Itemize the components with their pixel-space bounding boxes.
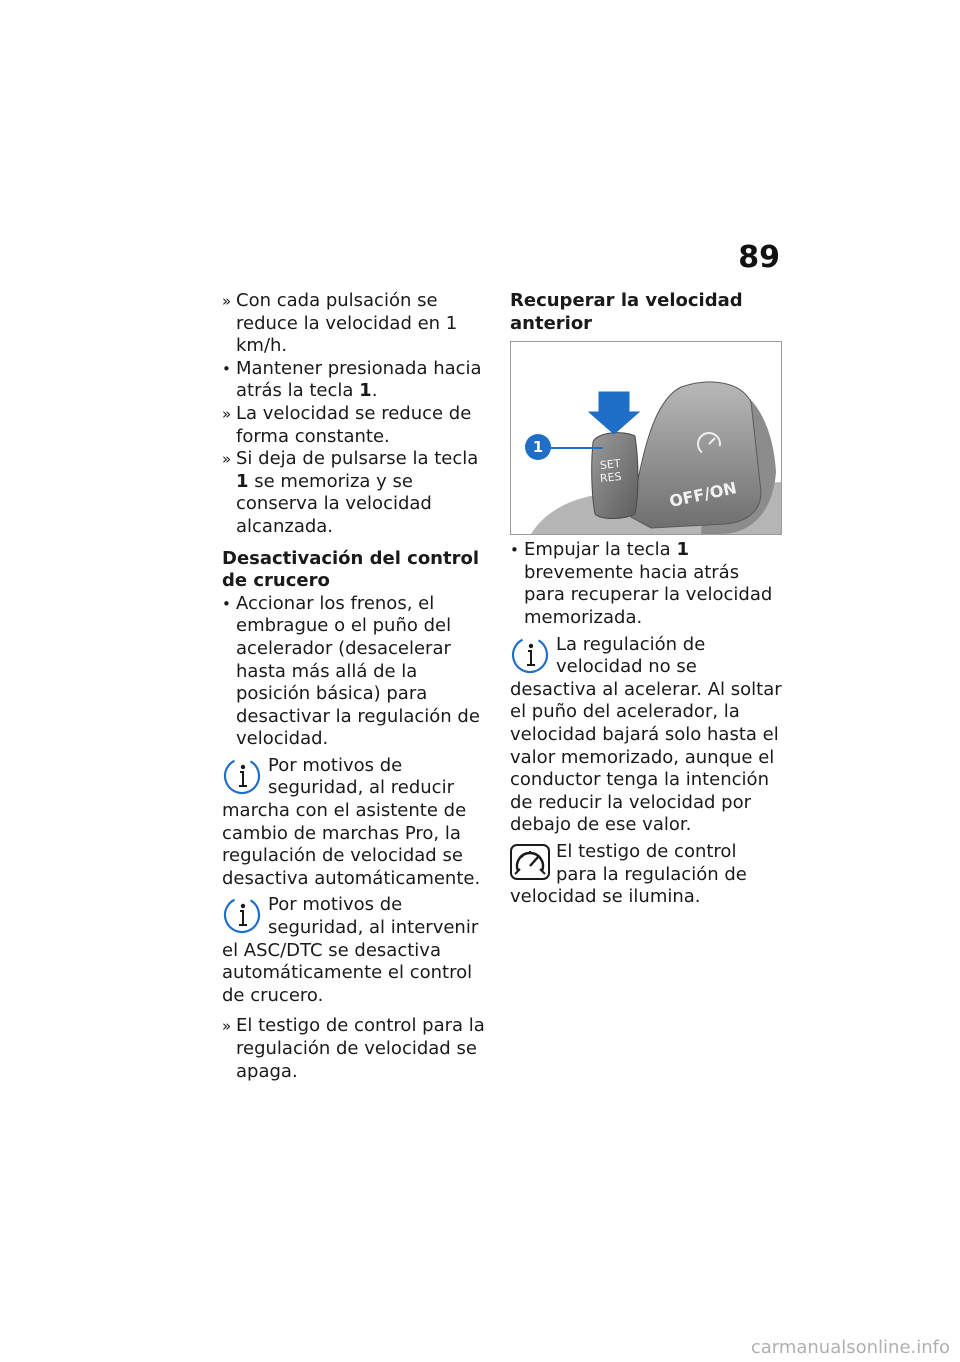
watermark: carmanualsonline.info: [750, 1337, 950, 1358]
res-label: RES: [599, 470, 623, 486]
info-icon: [222, 755, 262, 797]
item-text-end: se memoriza y se conserva la velocidad alcanzada.: [236, 470, 432, 537]
note-text: El testigo de control para la regulación de velocidad se ilumina.: [510, 840, 747, 908]
result-marker: »: [222, 404, 232, 423]
cruise-control-icon: [510, 841, 550, 883]
result-marker: »: [222, 292, 232, 310]
note-text: Por motivos de seguridad, al intervenir el ASC/DTC se desactiva automáticamente el control de crucero.: [222, 894, 479, 1006]
info-note: [222, 755, 492, 891]
list-item: [222, 358, 492, 403]
item-text: Empujar la tecla: [524, 539, 677, 561]
item-text: La velocidad se reduce de forma constante.: [236, 402, 472, 447]
key-number: 1: [676, 539, 689, 561]
item-text: Con cada pulsación se reduce la velocidad en 1 km/h.: [236, 290, 458, 357]
bullet-marker: •: [510, 541, 519, 560]
info-note: [510, 634, 782, 837]
list-item: [222, 593, 492, 751]
info-icon: [510, 634, 550, 676]
list-item: [222, 290, 492, 358]
switch-illustration: [510, 341, 782, 535]
info-note: [222, 894, 492, 1007]
offon-label: OFF/ON: [667, 478, 739, 512]
section-heading: Desactivación del control de crucero: [222, 547, 480, 592]
callout-number: 1: [525, 434, 551, 460]
list-item: [222, 448, 492, 538]
section-heading: Recuperar la velocidad anterior: [510, 290, 743, 334]
note-text: Por motivos de seguridad, al reducir marcha con el asistente de cambio de marchas Pro, la regulación de velocidad se desactiva automáticamente.: [222, 754, 481, 889]
item-text: Accionar los frenos, el embrague o el puño del acelerador (desacelerar hasta más allá de la posición básica) para desactivar la regulación de velocidad.: [236, 592, 480, 750]
info-icon: [222, 894, 262, 936]
list-item: [222, 403, 492, 448]
key-number: 1: [359, 380, 372, 402]
item-text-end: brevemente hacia atrás para recuperar la velocidad memorizada.: [524, 561, 773, 628]
result-marker: »: [222, 450, 232, 469]
page-number: 89: [738, 240, 780, 275]
bullet-marker: •: [222, 359, 231, 378]
right-column: [510, 290, 782, 909]
key-number: 1: [236, 470, 249, 492]
bullet-marker: •: [222, 594, 231, 613]
handlebar-switch-drawing: [511, 342, 781, 534]
item-text: Si deja de pulsarse la tecla: [236, 448, 479, 470]
item-text: Mantener presionada hacia atrás la tecla: [236, 357, 482, 402]
list-item: [222, 1015, 492, 1083]
note-text: La regulación de velocidad no se desactiva al acelerar. Al soltar el puño del acelerador, la velocidad bajará solo hasta el valor memorizado, aunque el conductor tenga la intención de reducir la velocidad por debajo de ese valor.: [510, 633, 782, 836]
result-marker: »: [222, 1017, 232, 1036]
set-label: SET: [599, 457, 622, 473]
item-text: El testigo de control para la regulación de velocidad se apaga.: [236, 1015, 485, 1082]
left-column: [222, 290, 492, 1083]
indicator-note: [510, 841, 782, 909]
item-text-end: .: [371, 380, 378, 402]
list-item: [510, 539, 782, 629]
